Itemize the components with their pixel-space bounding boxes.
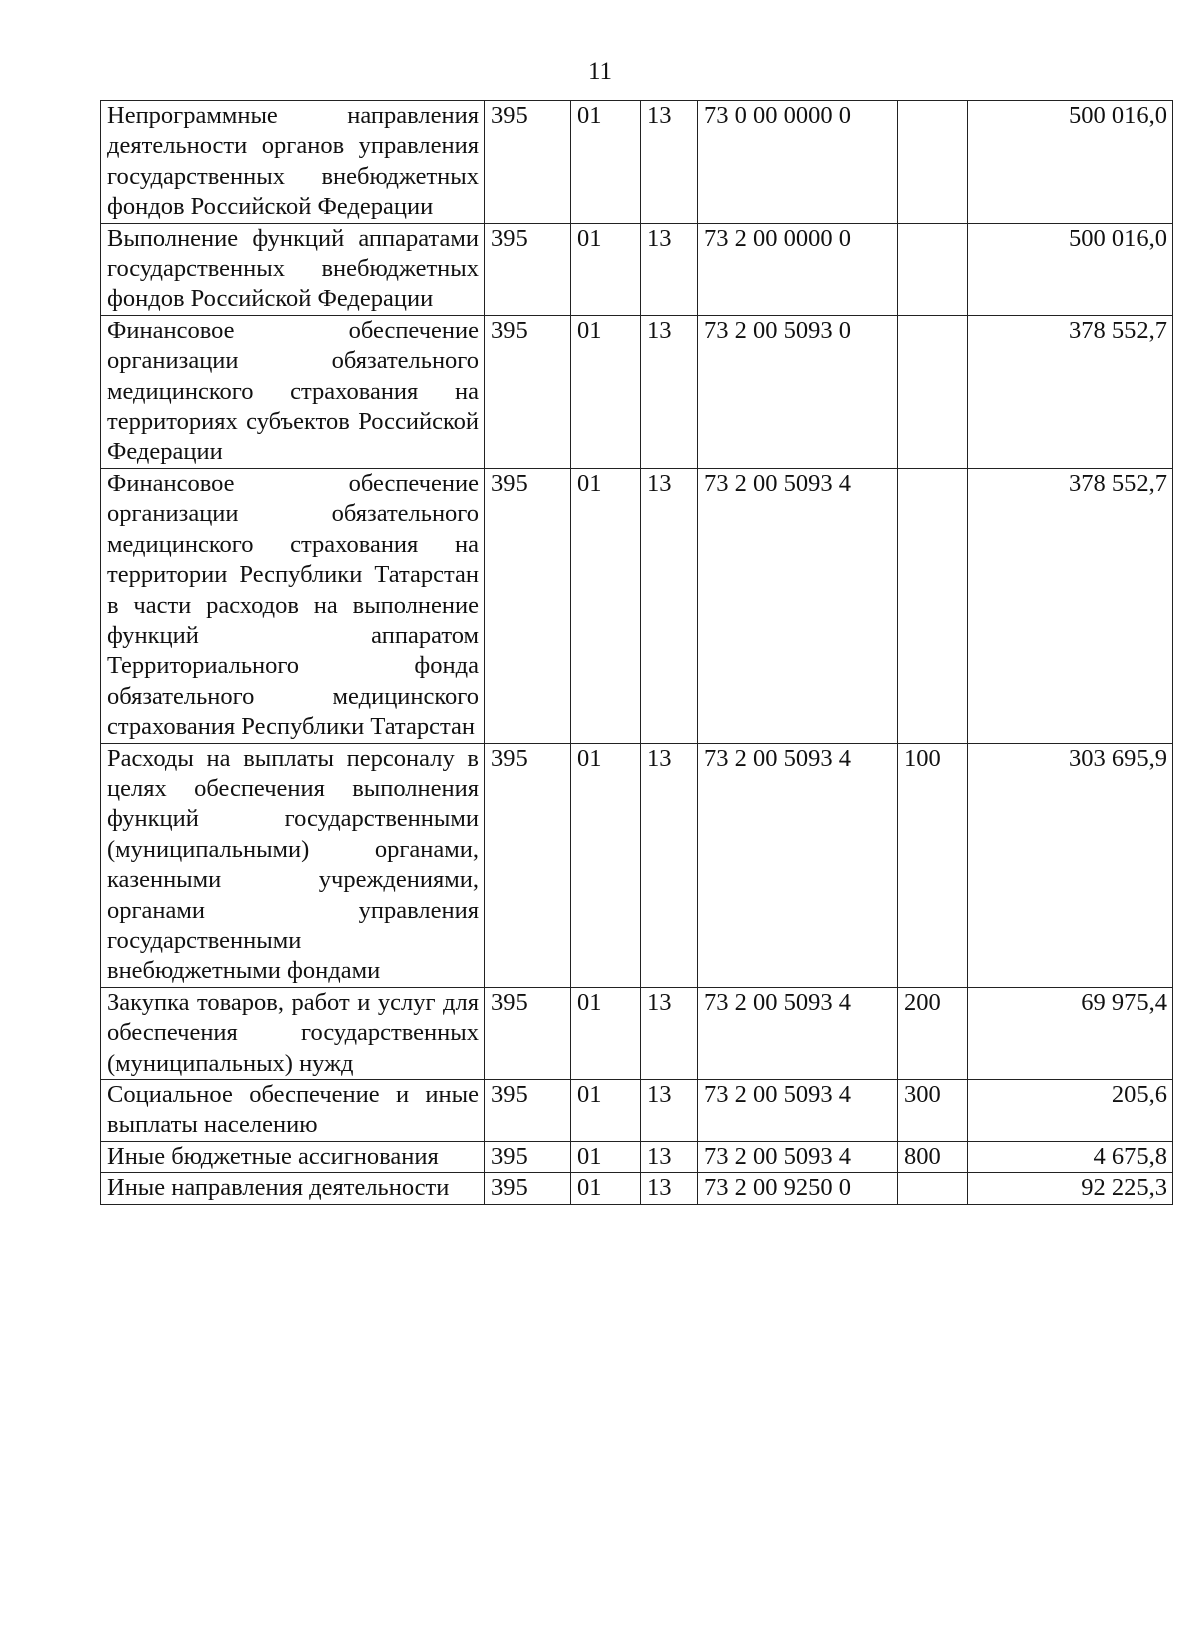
target-article-cell: 73 2 00 5093 4	[698, 1080, 898, 1142]
section-code-cell: 01	[571, 987, 641, 1079]
subsection-code-cell: 13	[641, 1080, 698, 1142]
expense-name-cell: Закупка товаров, работ и услуг для обеспечения государственных (муниципальных) нужд	[101, 987, 485, 1079]
expense-name-cell: Непрограммные направления деятельности органов управления государственных внебюджетных фондов Российской Федерации	[101, 101, 485, 224]
expense-type-cell	[898, 315, 968, 468]
page-number: 11	[587, 58, 613, 85]
ministry-code-cell: 395	[485, 1173, 571, 1204]
expense-type-cell	[898, 468, 968, 743]
amount-cell: 378 552,7	[968, 468, 1173, 743]
budget-table	[100, 100, 1173, 1205]
budget-table-body	[101, 101, 1173, 1205]
subsection-code-cell: 13	[641, 987, 698, 1079]
amount-cell: 378 552,7	[968, 315, 1173, 468]
subsection-code-cell: 13	[641, 743, 698, 987]
expense-type-cell: 200	[898, 987, 968, 1079]
section-code-cell: 01	[571, 101, 641, 224]
target-article-cell: 73 2 00 5093 4	[698, 468, 898, 743]
ministry-code-cell: 395	[485, 1080, 571, 1142]
expense-name-cell: Выполнение функций аппаратами государственных внебюджетных фондов Российской Федерации	[101, 223, 485, 315]
target-article-cell: 73 2 00 5093 4	[698, 987, 898, 1079]
table-row	[101, 315, 1173, 468]
expense-type-cell	[898, 101, 968, 224]
section-code-cell: 01	[571, 223, 641, 315]
ministry-code-cell: 395	[485, 987, 571, 1079]
table-row	[101, 468, 1173, 743]
ministry-code-cell: 395	[485, 223, 571, 315]
target-article-cell: 73 2 00 5093 0	[698, 315, 898, 468]
expense-name-cell: Иные бюджетные ассигнования	[101, 1141, 485, 1172]
section-code-cell: 01	[571, 468, 641, 743]
amount-cell: 303 695,9	[968, 743, 1173, 987]
ministry-code-cell: 395	[485, 101, 571, 224]
expense-type-cell: 800	[898, 1141, 968, 1172]
table-row	[101, 987, 1173, 1079]
table-row	[101, 1173, 1173, 1204]
expense-name-cell: Иные направления деятельности	[101, 1173, 485, 1204]
table-row	[101, 223, 1173, 315]
amount-cell: 500 016,0	[968, 223, 1173, 315]
ministry-code-cell: 395	[485, 743, 571, 987]
expense-name-cell: Финансовое обеспечение организации обязательного медицинского страхования на территории Республики Татарстан в части расходов на выполнение функций аппаратом Территориального фонда обязательного медицинского страхования Республики Татарстан	[101, 468, 485, 743]
section-code-cell: 01	[571, 743, 641, 987]
subsection-code-cell: 13	[641, 468, 698, 743]
ministry-code-cell: 395	[485, 1141, 571, 1172]
amount-cell: 92 225,3	[968, 1173, 1173, 1204]
target-article-cell: 73 0 00 0000 0	[698, 101, 898, 224]
target-article-cell: 73 2 00 5093 4	[698, 1141, 898, 1172]
section-code-cell: 01	[571, 1141, 641, 1172]
amount-cell: 69 975,4	[968, 987, 1173, 1079]
subsection-code-cell: 13	[641, 1141, 698, 1172]
amount-cell: 4 675,8	[968, 1141, 1173, 1172]
expense-type-cell: 300	[898, 1080, 968, 1142]
expense-type-cell	[898, 1173, 968, 1204]
ministry-code-cell: 395	[485, 468, 571, 743]
amount-cell: 205,6	[968, 1080, 1173, 1142]
expense-name-cell: Расходы на выплаты персоналу в целях обеспечения выполнения функций государственными (муниципальными) органами, казенными учреждениями, органами управления государственными внебюджетными фондами	[101, 743, 485, 987]
ministry-code-cell: 395	[485, 315, 571, 468]
section-code-cell: 01	[571, 1080, 641, 1142]
subsection-code-cell: 13	[641, 101, 698, 224]
target-article-cell: 73 2 00 0000 0	[698, 223, 898, 315]
target-article-cell: 73 2 00 5093 4	[698, 743, 898, 987]
amount-cell: 500 016,0	[968, 101, 1173, 224]
target-article-cell: 73 2 00 9250 0	[698, 1173, 898, 1204]
table-row	[101, 1141, 1173, 1172]
expense-name-cell: Социальное обеспечение и иные выплаты населению	[101, 1080, 485, 1142]
section-code-cell: 01	[571, 315, 641, 468]
subsection-code-cell: 13	[641, 1173, 698, 1204]
table-row	[101, 743, 1173, 987]
table-row	[101, 101, 1173, 224]
subsection-code-cell: 13	[641, 223, 698, 315]
expense-name-cell: Финансовое обеспечение организации обязательного медицинского страхования на территориях субъектов Российской Федерации	[101, 315, 485, 468]
expense-type-cell	[898, 223, 968, 315]
section-code-cell: 01	[571, 1173, 641, 1204]
table-row	[101, 1080, 1173, 1142]
expense-type-cell: 100	[898, 743, 968, 987]
subsection-code-cell: 13	[641, 315, 698, 468]
